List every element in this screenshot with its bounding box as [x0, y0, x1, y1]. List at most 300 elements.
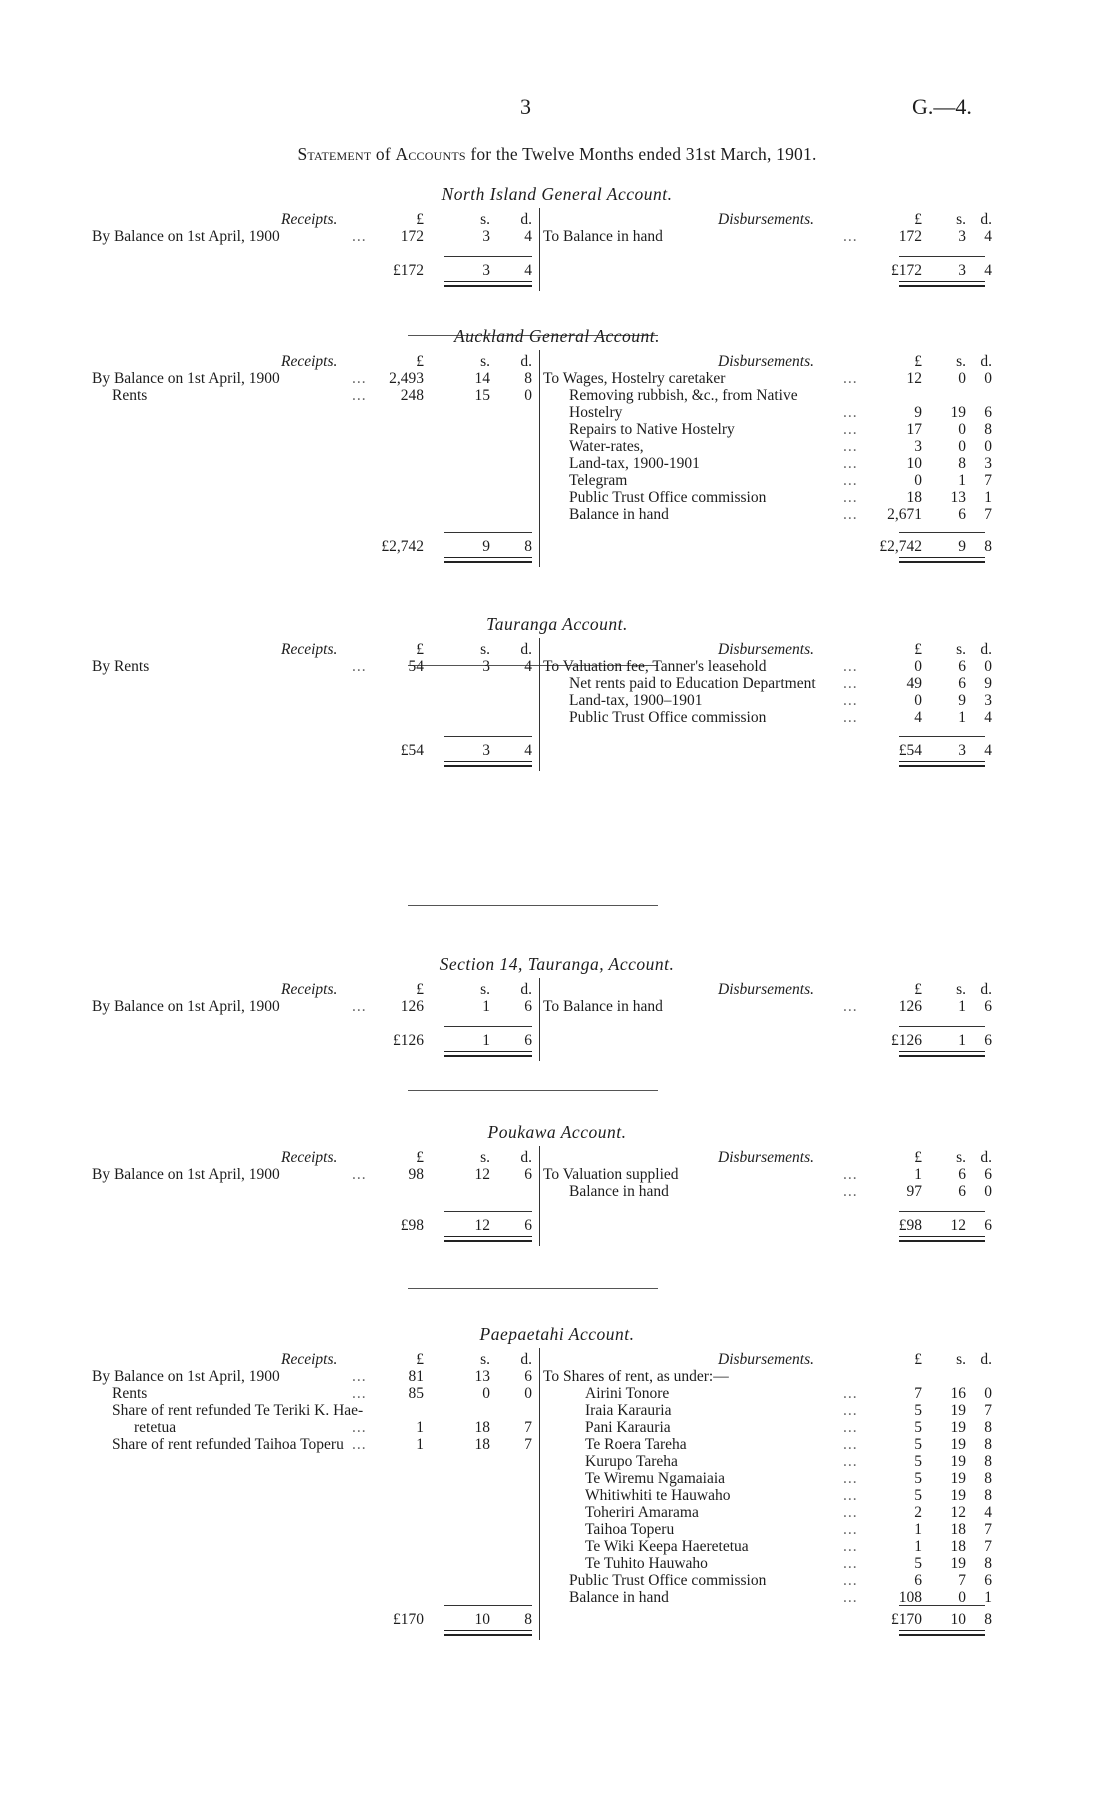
disbursements-line-description: Telegram: [569, 472, 628, 489]
receipts-value-pence: 6: [524, 1368, 532, 1385]
column-divider: [539, 1348, 540, 1640]
disbursements-total-shillings: 12: [950, 1217, 966, 1234]
disbursements-value-shillings: 9: [958, 692, 966, 709]
receipts-column-header: [92, 1351, 532, 1368]
disbursements-value-shillings: 8: [958, 455, 966, 472]
column-divider: [539, 978, 540, 1061]
disbursements-header-pence: d.: [980, 981, 992, 998]
disbursements-line-description: Balance in hand: [569, 506, 669, 523]
receipts-header-pence: d.: [520, 1149, 532, 1166]
disbursements-header-pounds: £: [914, 981, 922, 998]
disbursements-column-header: [543, 981, 992, 998]
disbursements-column-header: [543, 1149, 992, 1166]
disbursements-value-pounds: 108: [898, 1589, 922, 1606]
receipts-value-pounds: 248: [400, 387, 424, 404]
disbursements-line-item: [543, 1453, 992, 1470]
receipts-value-pounds: 2,493: [389, 370, 424, 387]
disbursements-value-shillings: 7: [958, 1572, 966, 1589]
receipts-value-pounds: 1: [416, 1419, 424, 1436]
disbursements-leader-dots: ...: [843, 1166, 858, 1183]
disbursements-leader-dots: ...: [843, 421, 858, 438]
disbursements-line-description: Public Trust Office commission: [569, 1572, 767, 1589]
disbursements-value-shillings: 0: [958, 421, 966, 438]
receipts-line-description: By Rents: [92, 658, 150, 675]
receipts-column: [92, 1351, 532, 1453]
receipts-column: [92, 981, 532, 1015]
disbursements-value-pence: 8: [984, 1453, 992, 1470]
receipts-leader-dots: ...: [352, 1436, 367, 1453]
receipts-column-header: [92, 981, 532, 998]
receipts-value-pence: 0: [524, 1385, 532, 1402]
receipts-total-double-rule: [444, 761, 532, 767]
disbursements-line-item: [543, 1572, 992, 1589]
disbursements-line-item: [543, 1419, 992, 1436]
disbursements-line-item: [543, 489, 992, 506]
disbursements-value-shillings: 0: [958, 1589, 966, 1606]
receipts-total-row: [92, 538, 532, 555]
disbursements-total-rule: [899, 532, 985, 533]
disbursements-value-shillings: 1: [958, 998, 966, 1015]
account-section: [0, 1324, 1114, 1628]
receipts-line-description: By Balance on 1st April, 1900: [92, 228, 280, 245]
disbursements-value-pence: 4: [984, 709, 992, 726]
receipts-header-shillings: s.: [480, 981, 490, 998]
disbursements-line-item: [543, 455, 992, 472]
title-rest: for the Twelve Months ended 31st March, 1901.: [465, 144, 817, 164]
disbursements-value-shillings: 6: [958, 658, 966, 675]
receipts-leader-dots: ...: [352, 998, 367, 1015]
disbursements-total-shillings: 3: [958, 262, 966, 279]
disbursements-total: [543, 1217, 992, 1234]
disbursements-leader-dots: ...: [843, 1521, 858, 1538]
disbursements-value-pence: 0: [984, 370, 992, 387]
disbursements-leader-dots: ...: [843, 404, 858, 421]
account-title: North Island General Account.: [441, 184, 673, 204]
disbursements-line-description: Balance in hand: [569, 1183, 669, 1200]
receipts-column-header: [92, 211, 532, 228]
disbursements-column: [543, 981, 992, 1015]
receipts-column-header: [92, 1149, 532, 1166]
receipts-total-pence: 4: [524, 262, 532, 279]
disbursements-total-pounds: £98: [898, 1217, 922, 1234]
disbursements-header-pence: d.: [980, 353, 992, 370]
disbursements-header-pounds: £: [914, 641, 922, 658]
disbursements-leader-dots: ...: [843, 455, 858, 472]
disbursements-line-item: [543, 1555, 992, 1572]
disbursements-value-shillings: 19: [950, 404, 966, 421]
disbursements-line-description: Taihoa Toperu: [585, 1521, 675, 1538]
disbursements-value-pence: 7: [984, 1521, 992, 1538]
disbursements-line-description: Public Trust Office commission: [569, 709, 767, 726]
disbursements-line-item: [543, 387, 988, 404]
disbursements-line-description: Iraia Karauria: [585, 1402, 672, 1419]
receipts-total-row: [92, 1032, 532, 1049]
disbursements-value-pence: 1: [984, 1589, 992, 1606]
disbursements-line-item: [543, 421, 992, 438]
disbursements-leader-dots: ...: [843, 998, 858, 1015]
disbursements-value-pounds: 5: [914, 1402, 922, 1419]
disbursements-line-description: To Wages, Hostelry caretaker: [543, 370, 726, 387]
receipts-header-label: Receipts.: [281, 981, 338, 998]
disbursements-value-shillings: 3: [958, 228, 966, 245]
disbursements-value-pounds: 17: [906, 421, 922, 438]
receipts-total-shillings: 3: [482, 742, 490, 759]
disbursements-leader-dots: ...: [843, 1470, 858, 1487]
disbursements-leader-dots: ...: [843, 1487, 858, 1504]
receipts-total-shillings: 3: [482, 262, 490, 279]
disbursements-line-item: [543, 506, 992, 523]
disbursements-line-description: Balance in hand: [569, 1589, 669, 1606]
disbursements-value-pounds: 49: [906, 675, 922, 692]
disbursements-line-item: [543, 472, 992, 489]
disbursements-header-pence: d.: [980, 211, 992, 228]
receipts-column: [92, 1149, 532, 1183]
receipts-line-item: [92, 1385, 532, 1402]
disbursements-total-row: [543, 742, 992, 759]
disbursements-value-pounds: 5: [914, 1419, 922, 1436]
receipts-value-pounds: 172: [400, 228, 424, 245]
receipts-total-shillings: 10: [474, 1611, 490, 1628]
disbursements-column-header: [543, 1351, 992, 1368]
account-title: Tauranga Account.: [486, 614, 628, 634]
disbursements-header-label: Disbursements.: [718, 211, 815, 228]
disbursements-value-pounds: 5: [914, 1470, 922, 1487]
disbursements-line-description: To Balance in hand: [543, 998, 663, 1015]
receipts-line-description: Share of rent refunded Taihoa Toperu: [112, 1436, 344, 1453]
receipts-line-item: [92, 658, 532, 675]
receipts-line-item: [92, 370, 532, 387]
disbursements-line-item: [543, 709, 992, 726]
receipts-line-description: By Balance on 1st April, 1900: [92, 370, 280, 387]
receipts-value-shillings: 0: [482, 1385, 490, 1402]
page-number: 3: [520, 94, 531, 119]
receipts-total-pence: 8: [524, 1611, 532, 1628]
section-separator: [408, 1288, 658, 1289]
receipts-total-double-rule: [444, 1051, 532, 1057]
title-of: of: [371, 144, 396, 164]
disbursements-value-pounds: 4: [914, 709, 922, 726]
disbursements-header-pence: d.: [980, 641, 992, 658]
disbursements-value-pence: 6: [984, 404, 992, 421]
disbursements-value-shillings: 6: [958, 675, 966, 692]
column-divider: [539, 1146, 540, 1246]
account-section: [0, 614, 1114, 759]
disbursements-line-item: [543, 1402, 992, 1419]
disbursements-value-pounds: 172: [898, 228, 922, 245]
receipts-value-pounds: 54: [408, 658, 424, 675]
receipts-total-rule: [444, 1605, 532, 1606]
disbursements-leader-dots: ...: [843, 1419, 858, 1436]
receipts-value-pounds: 85: [408, 1385, 424, 1402]
document-code: G.—4.: [912, 94, 972, 119]
receipts-header-pence: d.: [520, 353, 532, 370]
disbursements-header-label: Disbursements.: [718, 353, 815, 370]
receipts-total-rule: [444, 256, 532, 257]
disbursements-value-pence: 0: [984, 1385, 992, 1402]
disbursements-value-pence: 0: [984, 1183, 992, 1200]
receipts-header-pounds: £: [416, 353, 424, 370]
disbursements-header-label: Disbursements.: [718, 1351, 815, 1368]
receipts-column-header: [92, 353, 532, 370]
section-separator: [408, 905, 658, 906]
disbursements-line-description: Water-rates,: [569, 438, 644, 455]
receipts-total-row: [92, 262, 532, 279]
disbursements-leader-dots: ...: [843, 1183, 858, 1200]
receipts-header-pence: d.: [520, 211, 532, 228]
disbursements-total-row: [543, 1217, 992, 1234]
receipts-column: [92, 353, 532, 404]
disbursements-value-pounds: 126: [898, 998, 922, 1015]
disbursements-value-pounds: 12: [906, 370, 922, 387]
disbursements-leader-dots: ...: [843, 658, 858, 675]
receipts-total: [92, 1032, 532, 1049]
disbursements-value-pounds: 0: [914, 472, 922, 489]
disbursements-leader-dots: ...: [843, 472, 858, 489]
receipts-header-shillings: s.: [480, 211, 490, 228]
disbursements-leader-dots: ...: [843, 370, 858, 387]
disbursements-value-pence: 0: [984, 438, 992, 455]
receipts-header-shillings: s.: [480, 353, 490, 370]
disbursements-line-item: [543, 692, 992, 709]
disbursements-value-pounds: 5: [914, 1436, 922, 1453]
disbursements-line-description: Te Wiki Keepa Haeretetua: [585, 1538, 749, 1555]
disbursements-header-shillings: s.: [956, 641, 966, 658]
receipts-header-shillings: s.: [480, 641, 490, 658]
disbursements-line-item: [543, 1504, 992, 1521]
disbursements-value-shillings: 0: [958, 438, 966, 455]
receipts-value-pence: 6: [524, 998, 532, 1015]
receipts-total-pence: 4: [524, 742, 532, 759]
disbursements-value-shillings: 1: [958, 709, 966, 726]
disbursements-total-pence: 8: [984, 1611, 992, 1628]
receipts-value-pence: 7: [524, 1419, 532, 1436]
disbursements-line-item: [543, 1368, 988, 1385]
disbursements-value-pounds: 0: [914, 658, 922, 675]
disbursements-value-pounds: 2: [914, 1504, 922, 1521]
disbursements-value-shillings: 19: [950, 1419, 966, 1436]
receipts-header-shillings: s.: [480, 1149, 490, 1166]
disbursements-total: [543, 262, 992, 279]
disbursements-value-pence: 9: [984, 675, 992, 692]
receipts-line-item: [92, 228, 532, 245]
disbursements-line-description: Te Tuhito Hauwaho: [585, 1555, 708, 1572]
disbursements-value-pence: 4: [984, 1504, 992, 1521]
receipts-value-pounds: 98: [408, 1166, 424, 1183]
disbursements-leader-dots: ...: [843, 489, 858, 506]
disbursements-value-shillings: 6: [958, 1166, 966, 1183]
receipts-value-pounds: 126: [400, 998, 424, 1015]
column-divider: [539, 638, 540, 771]
receipts-total: [92, 538, 532, 555]
disbursements-leader-dots: ...: [843, 438, 858, 455]
receipts-total-rule: [444, 532, 532, 533]
disbursements-total-rule: [899, 1026, 985, 1027]
disbursements-value-shillings: 1: [958, 472, 966, 489]
disbursements-value-pounds: 1: [914, 1538, 922, 1555]
account-title: Paepaetahi Account.: [479, 1324, 635, 1344]
receipts-total-pounds: £170: [393, 1611, 424, 1628]
receipts-total: [92, 1217, 532, 1234]
receipts-header-pounds: £: [416, 211, 424, 228]
disbursements-leader-dots: ...: [843, 1436, 858, 1453]
account-section: [0, 1122, 1114, 1234]
disbursements-value-pence: 8: [984, 1555, 992, 1572]
disbursements-total-pence: 4: [984, 262, 992, 279]
disbursements-total-row: [543, 538, 992, 555]
disbursements-line-item: [543, 228, 992, 245]
disbursements-value-pounds: 6: [914, 1572, 922, 1589]
disbursements-value-shillings: 19: [950, 1487, 966, 1504]
disbursements-value-pence: 7: [984, 472, 992, 489]
receipts-value-shillings: 3: [482, 228, 490, 245]
receipts-line-item: [92, 1402, 532, 1419]
receipts-leader-dots: ...: [352, 1385, 367, 1402]
disbursements-value-shillings: 19: [950, 1555, 966, 1572]
disbursements-total-double-rule: [899, 1051, 985, 1057]
receipts-line-description: Share of rent refunded Te Teriki K. Hae-: [112, 1402, 364, 1419]
disbursements-line-description: To Valuation fee, Tanner's leasehold: [543, 658, 767, 675]
disbursements-value-pence: 4: [984, 228, 992, 245]
disbursements-value-shillings: 18: [950, 1538, 966, 1555]
disbursements-value-pounds: 3: [914, 438, 922, 455]
receipts-value-shillings: 15: [474, 387, 490, 404]
account-section: [0, 184, 1114, 279]
receipts-line-item: [92, 1419, 532, 1436]
disbursements-value-pounds: 5: [914, 1555, 922, 1572]
disbursements-value-pounds: 1: [914, 1166, 922, 1183]
disbursements-leader-dots: ...: [843, 506, 858, 523]
receipts-header-pounds: £: [416, 981, 424, 998]
disbursements-value-shillings: 6: [958, 506, 966, 523]
disbursements-total-double-rule: [899, 1236, 985, 1242]
disbursements-value-pounds: 5: [914, 1487, 922, 1504]
title-word-statement: Statement: [297, 144, 372, 164]
disbursements-value-pounds: 7: [914, 1385, 922, 1402]
receipts-total-double-rule: [444, 281, 532, 287]
disbursements-leader-dots: ...: [843, 1555, 858, 1572]
disbursements-line-description: Toheriri Amarama: [585, 1504, 699, 1521]
receipts-line-description: Rents: [112, 1385, 148, 1402]
disbursements-total-pounds: £170: [891, 1611, 922, 1628]
receipts-total-rule: [444, 1211, 532, 1212]
receipts-total-double-rule: [444, 1630, 532, 1636]
disbursements-line-item: [543, 370, 992, 387]
disbursements-value-pence: 3: [984, 455, 992, 472]
disbursements-total-pence: 8: [984, 538, 992, 555]
receipts-leader-dots: ...: [352, 1368, 367, 1385]
disbursements-line-item: [543, 1487, 992, 1504]
receipts-line-item: [92, 1436, 532, 1453]
disbursements-line-description: Kurupo Tareha: [585, 1453, 678, 1470]
disbursements-header-shillings: s.: [956, 981, 966, 998]
receipts-column-header: [92, 641, 532, 658]
disbursements-value-pence: 3: [984, 692, 992, 709]
receipts-total-pence: 6: [524, 1217, 532, 1234]
receipts-total-shillings: 9: [482, 538, 490, 555]
disbursements-leader-dots: ...: [843, 1538, 858, 1555]
receipts-total-double-rule: [444, 1236, 532, 1242]
disbursements-header-pence: d.: [980, 1149, 992, 1166]
receipts-total-shillings: 1: [482, 1032, 490, 1049]
disbursements-value-pence: 6: [984, 998, 992, 1015]
disbursements-value-shillings: 0: [958, 370, 966, 387]
disbursements-total-row: [543, 1611, 992, 1628]
disbursements-leader-dots: ...: [843, 692, 858, 709]
disbursements-value-pence: 8: [984, 1470, 992, 1487]
receipts-column: [92, 211, 532, 245]
disbursements-value-shillings: 16: [950, 1385, 966, 1402]
account-title: Section 14, Tauranga, Account.: [439, 954, 675, 974]
disbursements-leader-dots: ...: [843, 1385, 858, 1402]
receipts-value-pence: 0: [524, 387, 532, 404]
disbursements-header-shillings: s.: [956, 353, 966, 370]
disbursements-value-pounds: 9: [914, 404, 922, 421]
disbursements-line-description: Whitiwhiti te Hauwaho: [585, 1487, 731, 1504]
receipts-value-pounds: 81: [408, 1368, 424, 1385]
receipts-total-pence: 8: [524, 538, 532, 555]
disbursements-column: [543, 1149, 992, 1200]
column-divider: [539, 208, 540, 291]
disbursements-leader-dots: ...: [843, 1453, 858, 1470]
disbursements-header-label: Disbursements.: [718, 641, 815, 658]
title-word-accounts: Accounts: [395, 144, 466, 164]
disbursements-total-pence: 6: [984, 1032, 992, 1049]
disbursements-header-pounds: £: [914, 211, 922, 228]
receipts-header-pounds: £: [416, 641, 424, 658]
disbursements-header-shillings: s.: [956, 1351, 966, 1368]
receipts-value-shillings: 1: [482, 998, 490, 1015]
receipts-header-pounds: £: [416, 1351, 424, 1368]
receipts-leader-dots: ...: [352, 1419, 367, 1436]
disbursements-leader-dots: ...: [843, 1589, 858, 1606]
disbursements-value-pence: 7: [984, 506, 992, 523]
disbursements-line-item: [543, 658, 992, 675]
main-title: [0, 144, 1114, 165]
receipts-total-rule: [444, 1026, 532, 1027]
disbursements-header-pounds: £: [914, 1351, 922, 1368]
disbursements-column-header: [543, 211, 992, 228]
receipts-header-pence: d.: [520, 1351, 532, 1368]
receipts-total-row: [92, 742, 532, 759]
receipts-header-label: Receipts.: [281, 1351, 338, 1368]
receipts-total-double-rule: [444, 557, 532, 563]
disbursements-value-pence: 8: [984, 421, 992, 438]
disbursements-value-shillings: 19: [950, 1402, 966, 1419]
disbursements-leader-dots: ...: [843, 1504, 858, 1521]
receipts-value-shillings: 18: [474, 1419, 490, 1436]
receipts-column: [92, 641, 532, 675]
receipts-header-label: Receipts.: [281, 353, 338, 370]
receipts-header-pence: d.: [520, 641, 532, 658]
receipts-total-pounds: £98: [400, 1217, 424, 1234]
disbursements-header-shillings: s.: [956, 1149, 966, 1166]
disbursements-line-description: Te Wiremu Ngamaiaia: [585, 1470, 726, 1487]
receipts-line-item: [92, 387, 532, 404]
disbursements-leader-dots: ...: [843, 1572, 858, 1589]
account-title: Poukawa Account.: [487, 1122, 627, 1142]
disbursements-value-pounds: 10: [906, 455, 922, 472]
disbursements-value-shillings: 12: [950, 1504, 966, 1521]
disbursements-value-shillings: 13: [950, 489, 966, 506]
disbursements-column: [543, 641, 992, 726]
disbursements-value-pence: 8: [984, 1436, 992, 1453]
receipts-header-label: Receipts.: [281, 641, 338, 658]
disbursements-total-rule: [899, 1605, 985, 1606]
disbursements-line-description: Airini Tonore: [585, 1385, 670, 1402]
disbursements-line-item: [543, 1183, 992, 1200]
disbursements-line-description: To Valuation supplied: [543, 1166, 679, 1183]
disbursements-value-shillings: 6: [958, 1183, 966, 1200]
